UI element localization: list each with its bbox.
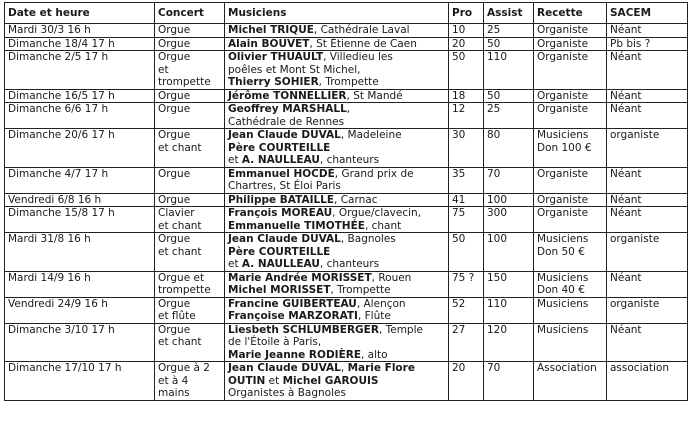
cell-concert [155,271,225,297]
musicien-line [228,362,445,375]
cell-musiciens [225,233,449,272]
cell-concert [155,323,225,362]
musicien-line [228,258,445,271]
musicien-info: , Trompette [318,76,379,88]
concert-line: et flûte [158,310,196,322]
cell-pro: 50 [449,51,484,90]
sacem-line: Néant [610,193,642,206]
cell-musiciens [225,362,449,401]
cell-date: Dimanche 20/6 17 h [5,129,155,168]
musicien-line [228,246,445,259]
cell-musiciens [225,271,449,297]
musicien-info: , [340,362,348,374]
musicien-info: , Bagnoles [340,233,396,245]
musicien-name: Michel MORISSET [228,284,331,296]
sacem-line: Néant [610,207,642,219]
cell-recette [534,103,607,129]
table-row [5,24,688,38]
recette-line: Organiste [537,103,589,115]
musicien-line [228,103,445,116]
header-date: Date et heure [5,3,155,24]
cell-sacem [607,89,688,103]
sacem-line: Pb bis ? [610,37,651,50]
table-row [5,129,688,168]
cell-concert [155,129,225,168]
cell-date: Dimanche 15/8 17 h [5,207,155,233]
musicien-line [228,220,445,233]
cell-musiciens [225,193,449,207]
cell-pro: 20 [449,37,484,51]
musicien-line [228,64,445,77]
cell-concert [155,207,225,233]
recette-line: Organiste [537,89,589,102]
cell-recette [534,129,607,168]
musicien-info: poêles et Mont St Michel, [228,63,361,76]
musicien-line [228,298,445,311]
cell-assist: 25 [484,24,534,38]
cell-pro: 52 [449,297,484,323]
musicien-name: Michel TRIQUE [228,24,314,36]
cell-sacem [607,233,688,272]
cell-date: Vendredi 6/8 16 h [5,193,155,207]
cell-musiciens [225,207,449,233]
concert-line: et chant [158,219,202,232]
musicien-name: Emmanuelle TIMOTHÉE [228,219,365,232]
cell-musiciens [225,51,449,90]
cell-sacem [607,271,688,297]
musicien-line [228,76,445,89]
sacem-line: Néant [610,51,642,63]
concert-line: Orgue [158,103,191,115]
musicien-line [228,310,445,323]
musicien-name: OUTIN [228,374,266,387]
cell-pro: 75 [449,207,484,233]
concert-line: et à 4 [158,374,189,387]
musicien-line [228,116,445,129]
cell-assist: 25 [484,103,534,129]
header-sacem: SACEM [607,3,688,24]
musicien-info: , Orgue/clavecin, [332,207,422,219]
cell-assist: 100 [484,233,534,272]
cell-sacem [607,24,688,38]
musicien-line [228,207,445,220]
cell-concert [155,89,225,103]
musicien-name: Emmanuel HOCDÉ [228,167,335,180]
cell-pro: 35 [449,167,484,193]
sacem-line: Néant [610,89,642,102]
table-row [5,167,688,193]
musicien-line [228,24,445,37]
cell-date: Dimanche 3/10 17 h [5,323,155,362]
recette-line: Organiste [537,193,589,206]
musicien-name: Jérôme TONNELLIER [228,89,347,102]
musicien-line [228,233,445,246]
recette-line: Don 40 € [537,284,585,296]
musicien-info: Organistes à Bagnoles [228,387,346,399]
cell-musiciens [225,24,449,38]
musicien-info: de l'Étoile à Paris, [228,336,322,348]
cell-sacem [607,37,688,51]
musicien-line [228,387,445,400]
cell-date: Dimanche 18/4 17 h [5,37,155,51]
recette-line: Association [537,362,597,374]
musicien-info: et [228,154,242,166]
concert-line: Orgue [158,89,191,102]
musicien-info: , Villedieu les [323,51,393,63]
concert-line: trompette [158,284,211,296]
musicien-info: , Cathédrale Laval [313,24,410,36]
cell-recette [534,362,607,401]
recette-line: Organiste [537,167,589,180]
concert-line: et chant [158,245,202,258]
cell-assist: 50 [484,37,534,51]
cell-sacem [607,362,688,401]
concert-line: Orgue [158,51,191,63]
musicien-line [228,272,445,285]
sacem-line: Néant [610,103,642,115]
cell-date: Mardi 31/8 16 h [5,233,155,272]
recette-line: Organiste [537,24,589,36]
musicien-line [228,349,445,362]
table-row [5,103,688,129]
musicien-name: Françoise MARZORATI [228,310,358,322]
cell-assist: 70 [484,167,534,193]
musicien-info: , St Mandé [346,89,403,102]
cell-pro: 50 [449,233,484,272]
table-row [5,323,688,362]
cell-pro: 27 [449,323,484,362]
concert-line: Clavier [158,207,195,219]
musicien-name: François MOREAU [228,207,333,219]
musicien-line [228,129,445,142]
cell-pro: 12 [449,103,484,129]
musicien-name: Geoffrey MARSHALL [228,103,347,115]
sacem-line: association [610,362,670,374]
cell-recette [534,51,607,90]
cell-assist: 80 [484,129,534,168]
cell-musiciens [225,37,449,51]
musicien-info: , Carnac [334,193,378,206]
table-row [5,271,688,297]
musicien-line [228,284,445,297]
table-row [5,207,688,233]
recette-line: Musiciens [537,129,589,141]
concert-line: et [158,63,169,76]
cell-sacem [607,207,688,233]
musicien-name: Thierry SOHIER [228,76,319,88]
concert-line: Orgue [158,24,191,36]
concert-line: mains [158,387,190,399]
cell-date: Vendredi 24/9 16 h [5,297,155,323]
sacem-line: Néant [610,24,642,36]
cell-musiciens [225,89,449,103]
cell-musiciens [225,103,449,129]
table-row [5,362,688,401]
cell-sacem [607,297,688,323]
cell-sacem [607,323,688,362]
recette-line: Don 100 € [537,141,592,154]
table-row [5,297,688,323]
concert-line: Orgue [158,37,191,50]
musicien-name: Père COURTEILLE [228,141,331,154]
cell-recette [534,297,607,323]
sacem-line: Néant [610,271,642,284]
musicien-name: Marie Jeanne RODIÈRE [228,348,361,361]
header-pro: Pro [449,3,484,24]
cell-musiciens [225,297,449,323]
cell-date: Dimanche 16/5 17 h [5,89,155,103]
header-musiciens: Musiciens [225,3,449,24]
cell-sacem [607,103,688,129]
musicien-name: Alain BOUVET [228,37,310,50]
musicien-info: et [228,258,242,270]
table-row [5,193,688,207]
concert-line: trompette [158,76,211,88]
cell-musiciens [225,323,449,362]
cell-sacem [607,51,688,90]
cell-assist: 150 [484,271,534,297]
cell-concert [155,167,225,193]
cell-date: Dimanche 2/5 17 h [5,51,155,90]
musicien-info: , chant [364,219,402,232]
cell-concert [155,193,225,207]
sacem-line: organiste [610,129,660,141]
cell-assist: 110 [484,297,534,323]
cell-musiciens [225,129,449,168]
concert-line: et chant [158,141,202,154]
concert-line: Orgue [158,129,191,141]
cell-pro: 18 [449,89,484,103]
musicien-info: , St Étienne de Caen [309,37,417,50]
musicien-line [228,154,445,167]
cell-recette [534,207,607,233]
cell-date: Dimanche 6/6 17 h [5,103,155,129]
musicien-name: Francine GUIBERTEAU [228,297,357,310]
sacem-line: Néant [610,167,642,180]
table-row [5,37,688,51]
table-row [5,51,688,90]
cell-sacem [607,193,688,207]
cell-assist: 50 [484,89,534,103]
musicien-name: Jean Claude DUVAL [228,233,341,245]
concert-line: Orgue [158,167,191,180]
cell-recette [534,24,607,38]
musicien-info: , Temple [378,323,423,336]
concert-line: Orgue [158,193,191,206]
table-body [5,24,688,401]
musicien-info: , Trompette [330,284,391,296]
cell-recette [534,167,607,193]
musicien-line [228,51,445,64]
cell-recette [534,89,607,103]
table-row [5,233,688,272]
cell-concert [155,37,225,51]
recette-line: Musiciens [537,323,589,336]
musicien-line [228,180,445,193]
header-recette: Recette [534,3,607,24]
musicien-name: Jean Claude DUVAL [228,129,341,141]
musicien-line [228,38,445,51]
musicien-line [228,194,445,207]
cell-recette [534,37,607,51]
musicien-name: A. NAULLEAU [241,258,320,270]
musicien-line [228,90,445,103]
cell-concert [155,362,225,401]
sacem-line: organiste [610,233,660,245]
cell-sacem [607,129,688,168]
recette-line: Organiste [537,207,589,219]
cell-pro: 10 [449,24,484,38]
musicien-line [228,142,445,155]
cell-assist: 70 [484,362,534,401]
musicien-info: , [346,103,351,115]
cell-pro: 30 [449,129,484,168]
recette-line: Musiciens [537,271,589,284]
cell-assist: 120 [484,323,534,362]
cell-pro: 41 [449,193,484,207]
cell-concert [155,51,225,90]
musicien-info: , Alençon [356,297,406,310]
musicien-name: Olivier THUAULT [228,51,324,63]
cell-date: Dimanche 17/10 17 h [5,362,155,401]
musicien-name: A. NAULLEAU [241,154,320,166]
header-concert: Concert [155,3,225,24]
cell-recette [534,323,607,362]
cell-sacem [607,167,688,193]
concert-schedule-table [4,2,688,401]
musicien-info: , chanteurs [319,258,380,270]
cell-recette [534,233,607,272]
musicien-line [228,375,445,388]
cell-date: Dimanche 4/7 17 h [5,167,155,193]
cell-assist: 110 [484,51,534,90]
cell-recette [534,271,607,297]
cell-concert [155,24,225,38]
musicien-info: , Flûte [357,310,391,322]
musicien-name: Philippe BATAILLE [228,193,335,206]
cell-date: Mardi 30/3 16 h [5,24,155,38]
musicien-line [228,324,445,337]
recette-line: Musiciens [537,233,589,245]
cell-assist: 100 [484,193,534,207]
musicien-name: Père COURTEILLE [228,245,331,258]
sacem-line: Néant [610,323,642,336]
musicien-info: Cathédrale de Rennes [228,115,345,128]
concert-line: Orgue à 2 [158,362,210,374]
musicien-line [228,168,445,181]
musicien-info: , alto [361,348,388,361]
musicien-name: Jean Claude DUVAL [228,362,341,374]
cell-musiciens [225,167,449,193]
cell-concert [155,103,225,129]
musicien-info: Chartres, St Éloi Paris [228,180,341,192]
cell-concert [155,297,225,323]
concert-line: et chant [158,336,202,348]
musicien-name: Michel GAROUIS [282,374,379,387]
cell-recette [534,193,607,207]
table-row [5,89,688,103]
musicien-name: Liesbeth SCHLUMBERGER [228,323,379,336]
recette-line: Organiste [537,37,589,50]
musicien-name: Marie Andrée MORISSET [228,271,372,284]
musicien-info: , Rouen [371,271,412,284]
sacem-line: organiste [610,297,660,310]
musicien-name: Marie Flore [347,362,415,374]
concert-line: Orgue [158,323,191,336]
cell-pro: 75 ? [449,271,484,297]
cell-assist: 300 [484,207,534,233]
recette-line: Organiste [537,51,589,63]
concert-line: Orgue [158,233,191,245]
recette-line: Musiciens [537,297,589,310]
musicien-info: , Grand prix de [334,167,414,180]
cell-pro: 20 [449,362,484,401]
musicien-info: et [265,374,283,387]
recette-line: Don 50 € [537,245,585,258]
concert-line: Orgue [158,297,191,310]
header-row [5,3,688,24]
musicien-info: , Madeleine [340,129,402,141]
concert-line: Orgue et [158,271,205,284]
cell-date: Mardi 14/9 16 h [5,271,155,297]
cell-concert [155,233,225,272]
musicien-info: , chanteurs [319,154,380,166]
musicien-line [228,336,445,349]
header-assist: Assist [484,3,534,24]
